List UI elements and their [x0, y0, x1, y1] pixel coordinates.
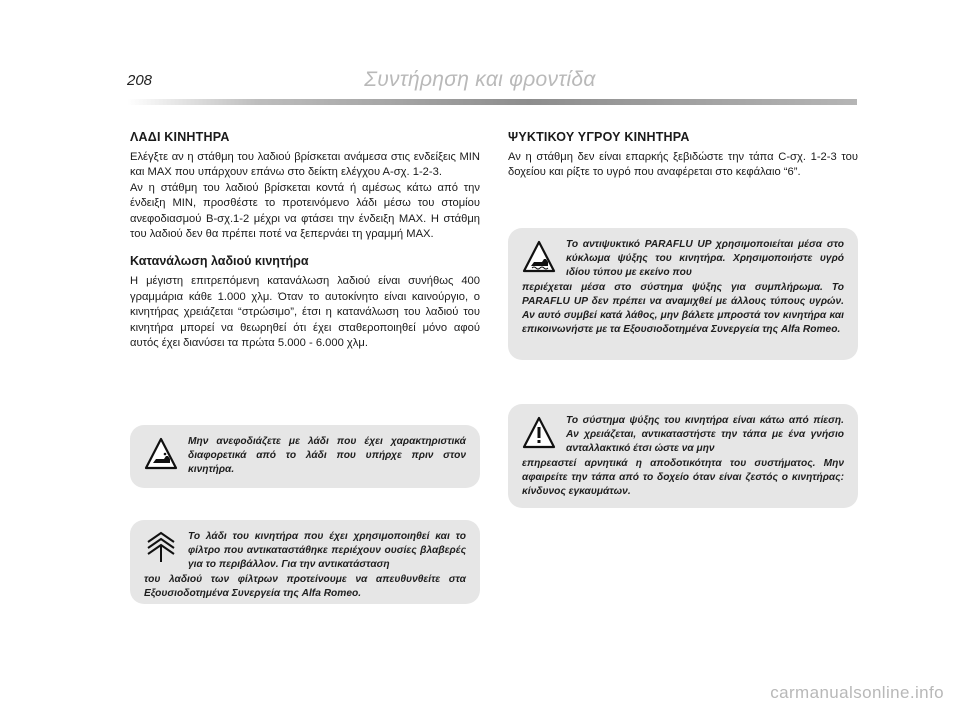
oil-type-warning-text: Μην ανεφοδιάζετε με λάδι που έχει χαρακτηριστικά διαφορετικά από το λάδι που υπήρχε πριν στον κινητήρα.: [188, 436, 466, 476]
right-column: [508, 130, 858, 181]
page-title: Συντήρηση και φροντίδα: [364, 68, 596, 91]
engine-oil-heading: ΛΑΔΙ ΚΙΝΗΤΗΡΑ: [130, 130, 230, 144]
oil-environment-box: [130, 520, 480, 604]
coolant-paragraph: Αν η στάθμη δεν είναι επαρκής ξεβιδώστε την τάπα C-σχ. 1-2-3 του δοχείου και ρίξτε το υγρό που αναφέρεται στο κεφάλαιο “6”.: [508, 151, 858, 179]
watermark: carmanualsonline.info: [770, 683, 944, 702]
oil-consumption-heading: Κατανάλωση λαδιού κινητήρα: [130, 254, 309, 269]
oil-level-paragraph: Ελέγξτε αν η στάθμη του λαδιού βρίσκεται ανάμεσα στις ενδείξεις MIN και MAX που υπάρχουν επάνω στο δείκτη ελέγχου Α-σχ. 1-2-3.: [130, 151, 480, 179]
coolant-heading: ΨΥΚΤΙΚΟΥ ΥΓΡΟΥ ΚΙΝΗΤΗΡΑ: [508, 130, 690, 144]
oil-type-warning-box: [130, 425, 480, 488]
oil-consumption-paragraph: Η μέγιστη επιτρεπόμενη κατανάλωση λαδιού είναι συνήθως 400 γραμμάρια κάθε 1.000 χλμ. Όταν το αυτοκίνητο είναι καινούργιο, ο κινητήρας χρειάζεται “στρώσιμο”, έτσι η κατανάλωση του λαδιού του κινητήρα μπορεί να θεωρηθεί ότι έχει σταθεροποιηθεί μόνο αφού αυτός έχει διανύσει τα πρώτα 5.000 - 6.000 χλμ.: [130, 275, 480, 350]
warning-triangle-icon: [522, 416, 556, 450]
cooling-pressure-text-indented: Το σύστημα ψύξης του κινητήρα είναι κάτω από πίεση. Αν χρειάζεται, αντικαταστήστε την τάπα με ένα γνήσιο ανταλλακτικό έτσι ώστε να μην: [566, 415, 844, 455]
environment-icon: [144, 530, 178, 564]
oil-environment-text: του λαδιού των φίλτρων προτείνουμε να απευθυνθείτε στα Εξουσιοδοτημένα Συνεργεία της Alfa Romeo.: [144, 573, 466, 599]
page-number: 208: [127, 72, 153, 89]
antifreeze-warning-box: [508, 228, 858, 360]
cooling-pressure-warning-box: [508, 404, 858, 508]
antifreeze-text-indented: Το αντιψυκτικό PARAFLU UP χρησιμοποιείται μέσα στο κύκλωμα ψύξης του κινητήρα. Χρησιμοποιήστε υγρό ιδίου τύπου με εκείνο που: [566, 239, 844, 279]
cooling-pressure-text: επηρεαστεί αρνητικά η αποδοτικότητα του συστήματος. Μην αφαιρείτε την τάπα από το δοχείο όταν είναι ζεστός ο κινητήρας: κίνδυνος εγκαυμάτων.: [522, 457, 844, 498]
coolant-warning-icon: [522, 240, 556, 274]
antifreeze-text: περιέχεται μέσα στο σύστημα ψύξης για συμπλήρωμα. Το PARAFLU UP δεν πρέπει να αναμιχθεί με άλλους τύπους υγρών. Αν αυτό συμβεί κατά λάθος, μην βάλετε μπροστά τον κινητήρα και επικοινωνήστε με τα Εξουσιοδοτημένα Συνεργεία της Alfa Romeo.: [522, 281, 844, 336]
engine-oil-warning-icon: [144, 437, 178, 471]
header-rule: [127, 99, 857, 105]
left-column: [130, 130, 480, 351]
oil-environment-text-indented: Το λάδι του κινητήρα που έχει χρησιμοποιηθεί και το φίλτρο που αντικαταστάθηκε περιέχουν ουσίες βλαβερές για το περιβάλλον. Για την αντικατάσταση: [188, 531, 466, 571]
oil-topup-paragraph: Αν η στάθμη του λαδιού βρίσκεται κοντά ή αμέσως κάτω από την ένδειξη MIN, προσθέστε το προτεινόμενο λάδι μέσω του στομίου ανεφοδιασμού Β-σχ.1-2 μέχρι να φτάσει την ένδειξη MAX. Η στάθμη του λαδιού δεν θα πρέπει ποτέ να ξεπερνάει τη γραμμή MAX.: [130, 181, 480, 241]
